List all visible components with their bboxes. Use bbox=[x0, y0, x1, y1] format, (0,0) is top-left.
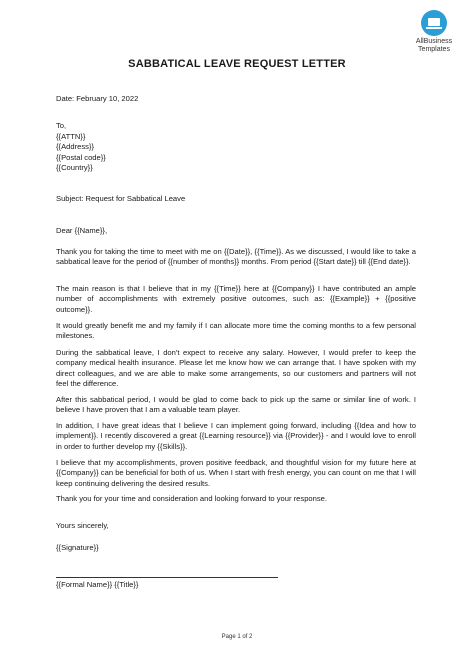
address-to: To, bbox=[56, 121, 67, 130]
address-attn: {{ATTN}} bbox=[56, 131, 86, 141]
paragraph-3: It would greatly benefit me and my family if I can allocate more time the coming months to a few personal milestones. bbox=[56, 321, 416, 341]
address-postal: {{Postal code}} bbox=[56, 152, 106, 162]
signature-placeholder: {{Signature}} bbox=[56, 543, 99, 552]
date-line: Date: February 10, 2022 bbox=[56, 94, 139, 103]
logo-text bbox=[404, 38, 464, 54]
logo-line-1: AllBusiness bbox=[415, 38, 453, 45]
salutation: Dear {{Name}}, bbox=[56, 226, 108, 235]
address-street: {{Address}} bbox=[56, 142, 95, 151]
paragraph-4: During the sabbatical leave, I don't expect to receive any salary. However, I would prefer to keep the company medical health insurance. Please let me know how we can arrange that. I have spoken with my direct colleagues, and we are able to make some arrangements, so our customers and partners will not feel the difference. bbox=[56, 348, 416, 389]
paragraph-5: After this sabbatical period, I would be glad to come back to pick up the same or similar line of work. I believe I have proven that I am a valuable team player. bbox=[56, 395, 416, 415]
paragraph-6: In addition, I have great ideas that I believe I can implement going forward, including {{Idea and how to implement}}. I recently discovered a great {{Learning resource}} via {{Provider}} - and I would love to enroll in order to further develop my {{Skills}}. bbox=[56, 421, 416, 451]
address-country: {{Country}} bbox=[56, 163, 93, 172]
laptop-icon bbox=[421, 10, 447, 36]
closing: Yours sincerely, bbox=[56, 521, 109, 530]
logo-line-2: Templates bbox=[418, 46, 450, 53]
page-number: Page 1 of 2 bbox=[221, 634, 253, 640]
paragraph-8: Thank you for your time and consideration and looking forward to your response. bbox=[56, 494, 327, 503]
signature-line bbox=[56, 577, 278, 578]
paragraph-2: The main reason is that I believe that in my {{Time}} here at {{Company}} I have contributed an ample number of accomplishments with extremely positive outcomes, such as: {{Example}} + {{positive outcome}}. bbox=[56, 284, 416, 314]
signer-name-title: {{Formal Name}} {{Title}} bbox=[56, 580, 139, 589]
allbusiness-logo bbox=[404, 10, 464, 54]
paragraph-7: I believe that my accomplishments, proven positive feedback, and thoughtful vision for my future here at {{Company}} can be beneficial for both of us. When I start with fresh energy, you can count on me that I will keep continuing delivering the desired results. bbox=[56, 458, 416, 488]
paragraph-1: Thank you for taking the time to meet with me on {{Date}}, {{Time}}. As we discussed, I would like to take a sabbatical leave for the period of {{number of months}} months. From period {{Start date}} till {{End date}}. bbox=[56, 247, 416, 267]
letter-title: SABBATICAL LEAVE REQUEST LETTER bbox=[128, 58, 346, 70]
subject-line: Subject: Request for Sabbatical Leave bbox=[56, 194, 186, 203]
